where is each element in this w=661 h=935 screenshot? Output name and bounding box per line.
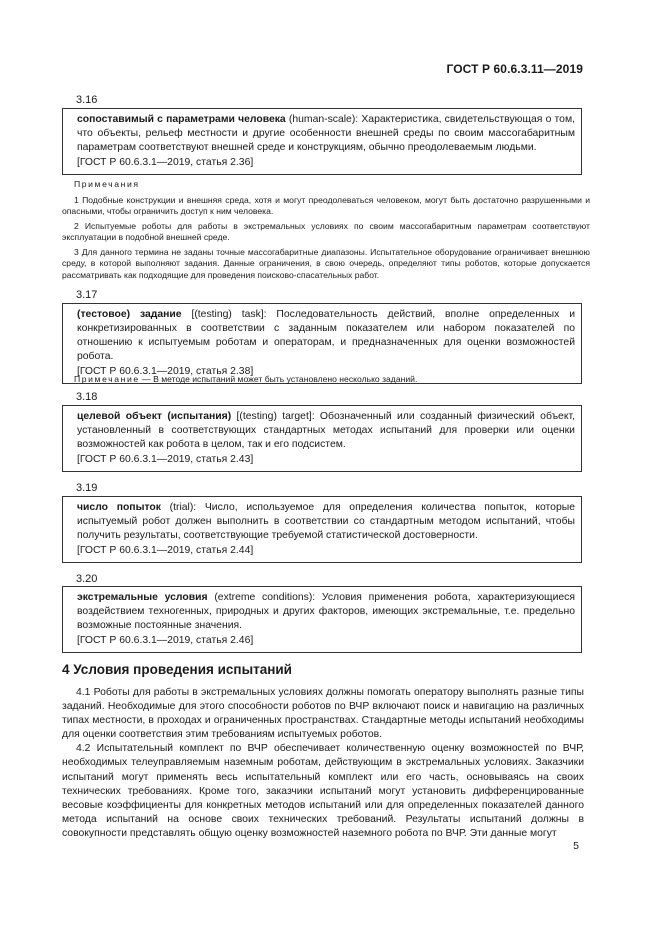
- term-reference: [ГОСТ Р 60.6.3.1—2019, статья 2.38]: [77, 366, 254, 377]
- term-reference: [ГОСТ Р 60.6.3.1—2019, статья 2.36]: [77, 157, 254, 168]
- term-reference: [ГОСТ Р 60.6.3.1—2019, статья 2.43]: [77, 454, 254, 465]
- term-name: (тестовое) задание: [77, 309, 182, 320]
- paragraph: 4.2 Испытательный комплект по ВЧР обеспечивает количественную оценку возможностей по ВЧР, необходимых телеуправляемым наземным роботам, действующим в экстремальных условиях. Заказчики испытаний могут применять весь испытательный комплект или его часть, основываясь на своих технических требованиях. Кроме того, заказчики испытаний могут установить дифференцированные весовые коэффициенты для конкретных методов испытаний или для определенных показателей данного метода испытаний на основе своих технических требований. Результаты испытаний должны в совокупности представлять общую оценку возможностей наземного робота по ВЧР. Эти данные могут: [62, 743, 584, 839]
- note-item: 1 Подобные конструкции и внешняя среда, хотя и могут преодолеваться человеком, могут быть достаточно разрушенными и опасными, чтобы ограничить доступ к ним человека.: [62, 194, 590, 216]
- note-block: [62, 374, 590, 389]
- term-definition: [77, 591, 575, 633]
- section-title: 4 Условия проведения испытаний: [62, 662, 292, 677]
- notes-block: [62, 179, 590, 284]
- term-number: 3.18: [76, 391, 98, 403]
- term-text: [(testing) task]: Последовательность действий, вполне определенных и конкретизированных в соответствии с заданным показателем или набором показателей по отношению к испытуемым роботам и операторам, и предназначенных для оценки возможностей робота.: [77, 309, 576, 362]
- note-label: Примечание: [74, 374, 140, 384]
- term-number: 3.16: [76, 94, 98, 106]
- term-definition: [77, 501, 575, 543]
- term-definition-box: [62, 108, 582, 175]
- note-text: — В методе испытаний может быть установлено несколько заданий.: [139, 374, 418, 384]
- term-text: (human-scale): Характеристика, свидетельствующая о том, что объекты, рельеф местности и другие особенности внешней среды по своим массогабаритным параметрам соответствуют внешней среде и конструкциям, обычно преодолеваемым людьми.: [77, 114, 575, 153]
- term-definition: [77, 308, 575, 364]
- note-item: 2 Испытуемые роботы для работы в экстремальных условиях по своим массогабаритным параметрам соответствуют эксплуатации в подобной внешней среде.: [62, 220, 590, 242]
- term-definition: [77, 113, 575, 155]
- term-reference: [ГОСТ Р 60.6.3.1—2019, статья 2.46]: [77, 635, 254, 646]
- term-name: сопоставимый с параметрами человека: [77, 114, 286, 125]
- term-name: экстремальные условия: [77, 592, 208, 603]
- page-number: 5: [573, 840, 579, 852]
- term-definition: [77, 410, 575, 452]
- term-text: (trial): Число, используемое для определения количества попыток, которые испытуемый робот должен выполнить в соответствии со стандартным методом испытаний, чтобы получить результаты, соответствующие требуемой статистической достоверности.: [77, 502, 575, 541]
- term-definition-box: [62, 496, 582, 563]
- paragraph: 4.1 Роботы для работы в экстремальных условиях должны помогать оператору выполнять разные типы заданий. Необходимые для этого способности роботов по ВЧР включают поиск и навигацию на различных типах местности, в проходах и ограниченных пространствах. Стандартные методы испытаний необходимы для оценки соответствия этим требованиям испытуемых роботов.: [62, 687, 584, 741]
- term-name: целевой объект (испытания): [77, 411, 232, 422]
- term-definition-box: [62, 303, 582, 384]
- term-text: (extreme conditions): Условия применения робота, характеризующиеся воздействием техногенных, природных и других факторов, имеющих экстремальные, т.е. предельно возможные постоянные значения.: [77, 592, 575, 631]
- term-number: 3.17: [76, 289, 98, 301]
- term-number: 3.19: [76, 482, 98, 494]
- term-text: [(testing) target]: Обозначенный или созданный физический объект, установленный в соответствующих стандартных методах испытаний для проверки или оценки возможностей как робота в целом, так и его подсистем.: [77, 411, 575, 450]
- term-reference: [ГОСТ Р 60.6.3.1—2019, статья 2.44]: [77, 545, 254, 556]
- term-name: число попыток: [77, 502, 161, 513]
- note-item: 3 Для данного термина не заданы точные массогабаритные диапазоны. Испытательное оборудование ограничивает внешнюю среду, в которой выполняют задания. Данные ограничения, в свою очередь, определяют типы роботов, которые допускается рассматривать как подходящие для проведения поисково-спасательных работ.: [62, 246, 590, 280]
- notes-title: Примечания: [74, 179, 140, 189]
- document-header: ГОСТ Р 60.6.3.11—2019: [446, 62, 583, 76]
- term-definition-box: [62, 405, 582, 472]
- term-definition-box: [62, 586, 582, 653]
- term-number: 3.20: [76, 573, 98, 585]
- section-body: [62, 686, 584, 841]
